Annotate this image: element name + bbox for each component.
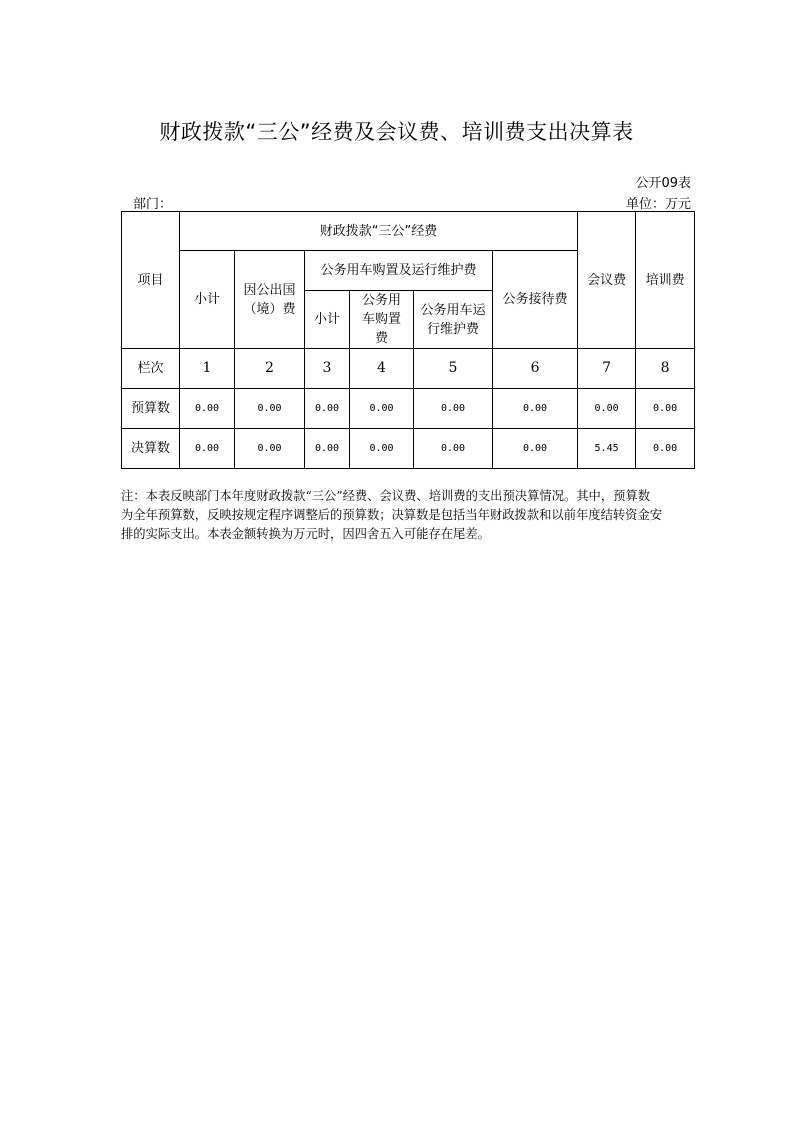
table-cell: 0.00 xyxy=(180,429,235,469)
table-cell: 0.00 xyxy=(493,389,578,429)
header-vehicle: 公务用车购置及运行维护费 xyxy=(305,251,493,291)
column-number: 6 xyxy=(493,349,578,389)
table-cell: 0.00 xyxy=(350,429,414,469)
column-number: 5 xyxy=(414,349,493,389)
table-cell: 0.00 xyxy=(235,389,305,429)
header-item: 项目 xyxy=(122,212,180,349)
header-meeting: 会议费 xyxy=(578,212,636,349)
footnote-line: 为全年预算数，反映按规定程序调整后的预算数；决算数是包括当年财政拨款和以前年度结转资金安 xyxy=(121,508,663,522)
table-cell: 0.00 xyxy=(578,389,636,429)
table-cell: 0.00 xyxy=(414,389,493,429)
column-number: 8 xyxy=(636,349,695,389)
table-cell: 0.00 xyxy=(636,389,695,429)
column-number-label: 栏次 xyxy=(122,349,180,389)
header-vehicle-operation: 公务用车运行维护费 xyxy=(414,291,493,349)
column-number: 1 xyxy=(180,349,235,389)
row-label: 决算数 xyxy=(122,429,180,469)
form-number: 公开09表 xyxy=(635,176,691,191)
table-cell: 0.00 xyxy=(305,389,350,429)
header-vehicle-purchase: 公务用车购置费 xyxy=(350,291,414,349)
department-label: 部门： xyxy=(133,197,173,212)
table-cell: 0.00 xyxy=(350,389,414,429)
unit-label: 单位：万元 xyxy=(625,197,691,212)
header-reception: 公务接待费 xyxy=(493,251,578,349)
table-cell: 0.00 xyxy=(493,429,578,469)
header-training: 培训费 xyxy=(636,212,695,349)
footnote-line: 排的实际支出。本表金额转换为万元时，因四舍五入可能存在尾差。 xyxy=(121,527,490,541)
header-abroad: 因公出国（境）费 xyxy=(235,251,305,349)
table-cell: 5.45 xyxy=(578,429,636,469)
row-label: 预算数 xyxy=(122,389,180,429)
page-title: 财政拨款“三公”经费及会议费、培训费支出决算表 xyxy=(159,120,634,144)
expenditure-table xyxy=(121,211,695,469)
table-cell: 0.00 xyxy=(180,389,235,429)
footnote-line: 注：本表反映部门本年度财政拨款“三公”经费、会议费、培训费的支出预决算情况。其中，预算数 xyxy=(121,489,651,503)
column-number: 2 xyxy=(235,349,305,389)
table-cell: 0.00 xyxy=(235,429,305,469)
column-number: 3 xyxy=(305,349,350,389)
footnote xyxy=(121,487,695,544)
column-number: 7 xyxy=(578,349,636,389)
header-subtotal: 小计 xyxy=(180,251,235,349)
column-number: 4 xyxy=(350,349,414,389)
table-cell: 0.00 xyxy=(305,429,350,469)
header-vehicle-subtotal: 小计 xyxy=(305,291,350,349)
header-sangong: 财政拨款“三公”经费 xyxy=(180,212,578,251)
table-row-final xyxy=(122,429,695,469)
table-row-budget xyxy=(122,389,695,429)
table-cell: 0.00 xyxy=(636,429,695,469)
table-cell: 0.00 xyxy=(414,429,493,469)
